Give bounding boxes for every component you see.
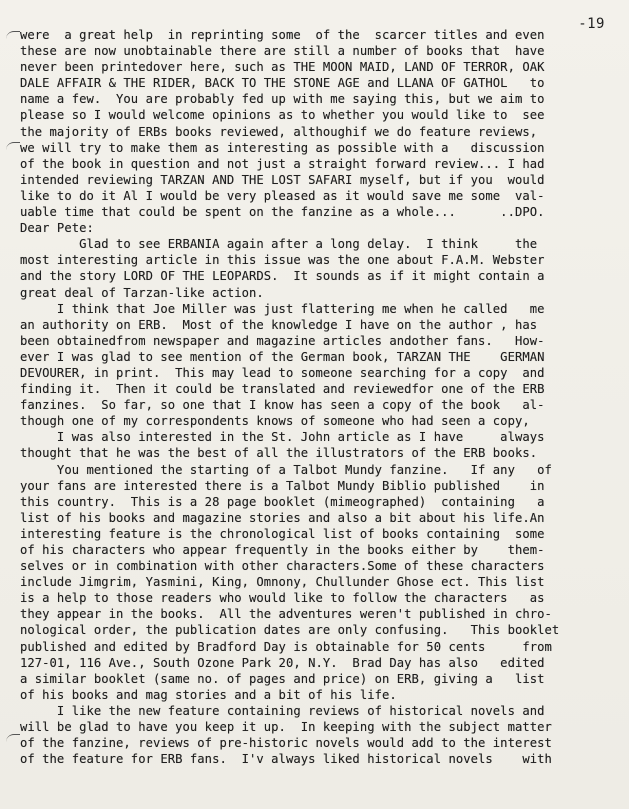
text-line: DEVOURER, in print. This may lead to someone searching for a copy and — [20, 365, 545, 380]
text-line: these are now unobtainable there are still a number of books that have — [20, 44, 545, 59]
text-line: name a few. You are probably fed up with me saying this, but we aim to — [20, 92, 545, 107]
text-line: published and edited by Bradford Day is obtainable for 50 cents from — [20, 639, 552, 654]
text-line: I like the new feature containing reviews of historical novels and — [20, 703, 545, 718]
text-line: and the story LORD OF THE LEOPARDS. It sounds as if it might contain a — [20, 269, 545, 284]
text-line: of the fanzine, reviews of pre-historic novels would add to the interest — [20, 736, 552, 751]
text-line: the majority of ERBs books reviewed, althoughif we do feature reviews, — [20, 124, 538, 139]
margin-mark — [6, 31, 20, 42]
text-line: most interesting article in this issue was the one about F.A.M. Webster — [20, 253, 545, 268]
text-line: never been printedover here, such as THE MOON MAID, LAND OF TERROR, OAK — [20, 60, 545, 75]
text-line: list of his books and magazine stories and also a bit about his life.An — [20, 510, 545, 525]
text-line: interesting feature is the chronological list of books containing some — [20, 526, 545, 541]
text-line: of the book in question and not just a straight forward review... I had — [20, 156, 545, 171]
text-line: your fans are interested there is a Talbot Mundy Biblio published in — [20, 478, 545, 493]
text-line: great deal of Tarzan-like action. — [20, 285, 264, 300]
text-line: You mentioned the starting of a Talbot Mundy fanzine. If any of — [20, 462, 552, 477]
text-line: will be glad to have you keep it up. In keeping with the subject matter — [20, 720, 552, 735]
text-line: I think that Joe Miller was just flattering me when he called me — [20, 301, 545, 316]
page-number: -19 — [578, 16, 605, 32]
text-line: we will try to make them as interesting as possible with a discussion — [20, 140, 545, 155]
text-line: fanzines. So far, so one that I know has seen a copy of the book al- — [20, 398, 545, 413]
text-line: finding it. Then it could be translated and reviewedfor one of the ERB — [20, 382, 545, 397]
text-line: of the feature for ERB fans. I'v always liked historical novels with — [20, 752, 552, 767]
text-line: uable time that could be spent on the fanzine as a whole... ..DPO. — [20, 205, 545, 220]
text-line: a similar booklet (same no. of pages and price) on ERB, giving a list — [20, 671, 545, 686]
text-line: of his characters who appear frequently in the books either by them- — [20, 543, 545, 557]
text-line: though one of my correspondents knows of someone who had seen a copy, — [20, 414, 530, 429]
text-line: they appear in the books. All the adventures weren't published in chro- — [20, 607, 552, 622]
text-line: this country. This is a 28 page booklet (mimeographed) containing a — [20, 494, 545, 509]
text-line: intended reviewing TARZAN AND THE LOST SAFARI myself, but if you would — [20, 172, 545, 187]
text-line: selves or in combination with other characters.Some of these characters — [20, 559, 545, 574]
text-line: an authority on ERB. Most of the knowledge I have on the author , has — [20, 317, 538, 332]
text-line: been obtainedfrom newspaper and magazine articles andother fans. How- — [20, 333, 545, 348]
margin-mark — [6, 142, 20, 153]
text-line: of his books and mag stories and a bit of his life. — [20, 687, 397, 702]
text-line: please so I would welcome opinions as to whether you would like to see — [20, 108, 545, 123]
text-line: 127-01, 116 Ave., South Ozone Park 20, N.Y. Brad Day has also edited — [20, 655, 545, 670]
text-line: like to do it Al I would be very pleased as it would save me some val- — [20, 188, 545, 203]
text-line: Glad to see ERBANIA again after a long delay. I think the — [20, 237, 538, 252]
text-line: I was also interested in the St. John article as I have always — [20, 430, 545, 445]
text-line: nological order, the publication dates are only confusing. This booklet — [20, 623, 560, 638]
text-line: DALE AFFAIR & THE RIDER, BACK TO THE STONE AGE and LLANA OF GATHOL to — [20, 76, 545, 91]
margin-mark — [6, 734, 20, 745]
salutation: Dear Pete: — [20, 221, 94, 236]
text-line: include Jimgrim, Yasmini, King, Omnony, Chullunder Ghose ect. This list — [20, 575, 545, 590]
text-line: were a great help in reprinting some of the scarcer titles and even — [20, 28, 545, 42]
letter-text — [20, 27, 615, 767]
text-line: thought that he was the best of all the illustrators of the ERB books. — [20, 446, 538, 461]
text-line: is a help to those readers who would like to follow the characters as — [20, 591, 545, 606]
text-line: ever I was glad to see mention of the German book, TARZAN THE GERMAN — [20, 349, 545, 364]
